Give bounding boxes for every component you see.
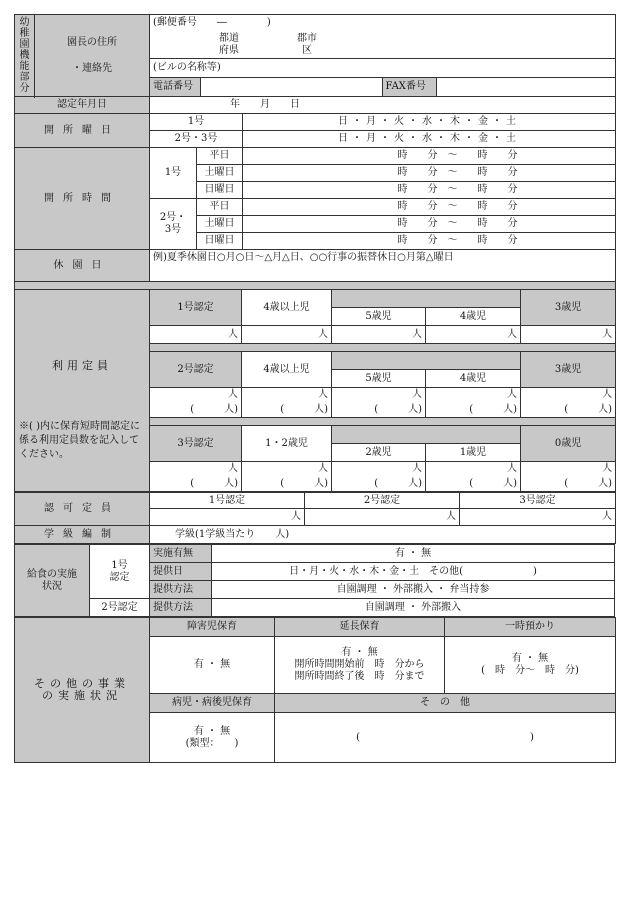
meals-row-value-3[interactable]: 自園調理 ・ 外部搬入 ・ 弁当持参 [212, 581, 615, 599]
meals-table [14, 544, 615, 617]
g2-col4: 3歳児 [521, 352, 616, 388]
other-h5: そ の 他 [275, 694, 616, 713]
meals-g1-line2: 認定 [109, 571, 130, 583]
open-hours-group-2 [150, 199, 197, 250]
open-days-type-1: 1号 [150, 114, 243, 131]
g1-val-0[interactable]: 人 [150, 326, 242, 344]
hours-day-sunday-2: 日曜日 [197, 233, 243, 250]
tel-input[interactable] [200, 78, 382, 96]
permit-col-2: 2号認定 [305, 493, 460, 509]
g2-short-2[interactable]: ( 人) [332, 403, 426, 418]
g1-val-1[interactable]: 人 [242, 326, 332, 344]
permit-table [14, 492, 616, 544]
principal-label [35, 15, 150, 97]
g1-col3: 4歳児 [426, 308, 521, 326]
g2-col2: 5歳児 [332, 370, 426, 388]
other-h2: 延長保育 [275, 618, 445, 637]
class-org-field[interactable]: 学級(1学級当たり 人) [150, 526, 616, 544]
address-field[interactable] [150, 32, 616, 59]
other-v1[interactable]: 有 ・ 無 [150, 637, 275, 694]
group-2-line1: 2号・ [159, 212, 187, 223]
g2-subbar [332, 352, 521, 370]
g2-bottom-bar [150, 418, 616, 426]
g1-val-2[interactable]: 人 [332, 326, 426, 344]
other-label-line1: その他の事業 [34, 677, 130, 690]
other-label [15, 618, 150, 763]
g3-val-1[interactable]: 人 [242, 462, 332, 477]
g3-col1: 1・2歳児 [242, 426, 332, 462]
other-v4-line1: 有 ・ 無 [193, 725, 231, 737]
open-days-value-2[interactable]: 日・月・火・水・木・金・土 [243, 131, 616, 148]
g2-short-0[interactable]: ( 人) [150, 403, 242, 418]
meals-row-value-2[interactable]: 日・月・火・水・木・金・土 その他( ) [212, 563, 615, 581]
approval-date-field[interactable]: 年 月 日 [150, 97, 616, 114]
g2-val-3[interactable]: 人 [426, 388, 521, 403]
hours-saturday-1[interactable]: 時 分 〜 時 分 [243, 165, 616, 182]
kindergarten-form [14, 14, 615, 763]
other-h3: 一時預かり [445, 618, 616, 637]
g3-short-1[interactable]: ( 人) [242, 477, 332, 492]
hours-sunday-2[interactable]: 時 分 〜 時 分 [243, 233, 616, 250]
gunshi-line2: 区 [302, 44, 312, 56]
g3-val-0[interactable]: 人 [150, 462, 242, 477]
other-h1: 障害児保育 [150, 618, 275, 637]
meals-label [15, 545, 90, 617]
meals-row-label-2: 提供日 [150, 563, 212, 581]
open-days-type-2: 2号・3号 [150, 131, 243, 148]
capacity-top-bar [15, 282, 616, 290]
g3-short-2[interactable]: ( 人) [332, 477, 426, 492]
other-v2-line3: 開所時間終了後 時 分まで [294, 671, 425, 682]
other-v3-line1: 有 ・ 無 [511, 653, 549, 664]
open-days-label: 開所曜日 [15, 114, 150, 148]
approval-date-label: 認定年月日 [15, 97, 150, 114]
other-table [14, 617, 616, 763]
g3-short-3[interactable]: ( 人) [426, 477, 521, 492]
g3-col3: 1歳児 [426, 444, 521, 462]
other-h4: 病児・病後児保育 [150, 694, 275, 713]
g2-val-2[interactable]: 人 [332, 388, 426, 403]
other-label-line2: の実施状況 [42, 689, 122, 702]
meals-label-line2: 状況 [42, 580, 62, 592]
group-2-line2: 3号 [164, 224, 182, 235]
capacity-table [14, 282, 616, 492]
meals-g1-line1: 1号 [111, 559, 128, 571]
hours-day-saturday-1: 土曜日 [197, 165, 243, 182]
other-v2-line2: 開所時間開始前 時 分から [294, 659, 425, 670]
g1-col1: 4歳以上児 [242, 290, 332, 326]
tel-label: 電話番号 [150, 78, 200, 96]
permit-val-3[interactable]: 人 [460, 509, 616, 526]
g3-val-3[interactable]: 人 [426, 462, 521, 477]
g2-col3: 4歳児 [426, 370, 521, 388]
g3-subbar [332, 426, 521, 444]
open-hours-group-1: 1号 [150, 148, 197, 199]
g1-val-3[interactable]: 人 [426, 326, 521, 344]
meals-row-value-4[interactable]: 自園調理 ・ 外部搬入 [212, 599, 615, 617]
g2-val-1[interactable]: 人 [242, 388, 332, 403]
g2-title: 2号認定 [150, 352, 242, 388]
principal-label-line2: ・連絡先 [72, 62, 112, 74]
g2-col1: 4歳以上児 [242, 352, 332, 388]
meals-label-line1: 給食の実施 [27, 568, 77, 580]
other-v3[interactable] [445, 637, 616, 694]
g3-title: 3号認定 [150, 426, 242, 462]
meals-row-value-1[interactable]: 有 ・ 無 [212, 545, 615, 563]
g1-col4: 3歳児 [521, 290, 616, 326]
closed-days-field[interactable]: 例)夏季休園日○月○日〜△月△日、○○行事の振替休日○月第△曜日 [150, 250, 616, 282]
class-org-label: 学級編制 [15, 526, 150, 544]
g2-val-0[interactable]: 人 [150, 388, 242, 403]
g1-col2: 5歳児 [332, 308, 426, 326]
g3-col4: 0歳児 [521, 426, 616, 462]
fax-input[interactable] [436, 78, 615, 96]
other-v4-line2: (類型： ) [185, 737, 239, 749]
g1-val-4[interactable]: 人 [521, 326, 616, 344]
hours-day-saturday-2: 土曜日 [197, 216, 243, 233]
postal-field[interactable]: (郵便番号 ― ) [150, 15, 616, 32]
other-v2[interactable] [275, 637, 445, 694]
other-v4[interactable] [150, 713, 275, 763]
g3-val-2[interactable]: 人 [332, 462, 426, 477]
g2-short-1[interactable]: ( 人) [242, 403, 332, 418]
open-days-value-1[interactable]: 日・月・火・水・木・金・土 [243, 114, 616, 131]
g2-short-3[interactable]: ( 人) [426, 403, 521, 418]
hours-saturday-2[interactable]: 時 分 〜 時 分 [243, 216, 616, 233]
g3-val-4[interactable]: 人 [521, 462, 616, 477]
permit-val-2[interactable]: 人 [305, 509, 460, 526]
g3-col2: 2歳児 [332, 444, 426, 462]
other-v2-line1: 有 ・ 無 [341, 647, 378, 658]
other-v5[interactable]: ( ) [275, 713, 616, 763]
capacity-note: ※( )内に保育短時間認定に係る利用定員数を記入してください。 [19, 420, 140, 460]
other-v3-line2: ( 時 分〜 時 分) [481, 665, 579, 676]
section-vertical-label: 幼稚園機能部分 [15, 15, 35, 97]
meals-row-label-1: 実施有無 [150, 545, 212, 563]
g1-bottom-bar [150, 344, 616, 352]
fax-label: FAX番号 [382, 78, 436, 96]
g3-short-0[interactable]: ( 人) [150, 477, 242, 492]
hours-day-weekday-1: 平日 [197, 148, 243, 165]
open-hours-label: 開所時間 [15, 148, 150, 250]
todofuken-line1: 都道 [219, 32, 239, 44]
closed-days-label: 休園日 [15, 250, 150, 282]
permit-col-3: 3号認定 [460, 493, 616, 509]
g3-short-4[interactable]: ( 人) [521, 477, 616, 492]
meals-row-label-3: 提供方法 [150, 581, 212, 599]
hours-weekday-1[interactable]: 時 分 〜 時 分 [243, 148, 616, 165]
building-field[interactable]: (ビルの名称等) [150, 59, 616, 77]
gunshi-line1: 郡市 [297, 32, 317, 44]
capacity-label: 利用定員 [52, 358, 112, 372]
contact-row [150, 78, 615, 96]
hours-sunday-1[interactable]: 時 分 〜 時 分 [243, 182, 616, 199]
hours-day-weekday-2: 平日 [197, 199, 243, 216]
permit-label: 認可定員 [15, 493, 150, 526]
principal-label-line1: 園長の住所 [67, 36, 117, 48]
g1-title: 1号認定 [150, 290, 242, 326]
form-table-top [14, 14, 616, 282]
hours-day-sunday-1: 日曜日 [197, 182, 243, 199]
capacity-label-cell [15, 290, 150, 492]
hours-weekday-2[interactable]: 時 分 〜 時 分 [243, 199, 616, 216]
permit-val-1[interactable]: 人 [150, 509, 305, 526]
todofuken-line2: 府県 [219, 44, 239, 56]
g1-subbar [332, 290, 521, 308]
permit-col-1: 1号認定 [150, 493, 305, 509]
g2-val-4[interactable]: 人 [521, 388, 616, 403]
meals-g1 [90, 545, 150, 599]
meals-row-label-4: 提供方法 [150, 599, 212, 617]
meals-g2: 2号認定 [90, 599, 150, 617]
g2-short-4[interactable]: ( 人) [521, 403, 616, 418]
